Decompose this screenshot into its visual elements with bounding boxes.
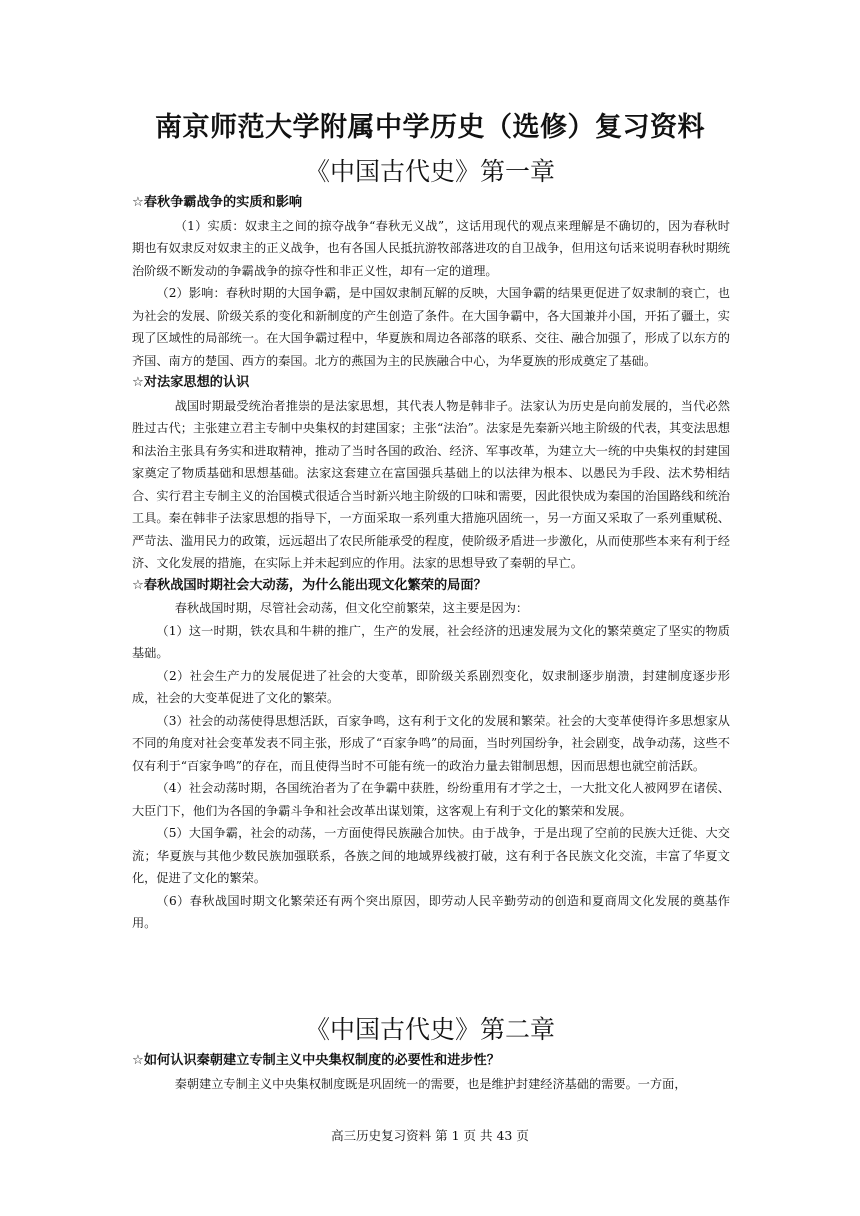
- paragraph: （2）影响：春秋时期的大国争霸，是中国奴隶制瓦解的反映，大国争霸的结果更促进了奴隶制的衰亡，也为社会的发展、阶级关系的变化和新制度的产生创造了条件。在大国争霸中，各大国兼并小国，开拓了疆土，实现了区域性的局部统一。在大国争霸过程中，华夏族和周边各部落的联系、交往、融合加强了，形成了以东方的齐国、南方的楚国、西方的秦国。北方的燕国为主的民族融合中心，为华夏族的形成奠定了基础。: [132, 286, 730, 368]
- document-title: 南京师范大学附属中学历史（选修）复习资料: [155, 112, 705, 143]
- paragraph: （1）这一时期，铁农具和牛耕的推广，生产的发展，社会经济的迅速发展为文化的繁荣奠定了坚实的物质基础。: [132, 623, 730, 660]
- chapter-1-content: [132, 192, 730, 935]
- paragraph: 秦朝建立专制主义中央集权制度既是巩固统一的需要，也是维护封建经济基础的需要。一方面，: [174, 1076, 687, 1091]
- paragraph: （3）社会的动荡使得思想活跃，百家争鸣，这有利于文化的发展和繁荣。社会的大变革使得许多思想家从不同的角度对社会变革发表不同主张，形成了“百家争鸣”的局面，当时列国纷争，社会剧变，战争动荡，这些不仅有利于“百家争鸣”的存在，而且使得当时不可能有统一的政治力量去钳制思想，因而思想也就空前活跃。: [132, 713, 730, 773]
- chapter-2-content: [132, 1050, 730, 1095]
- paragraph: （4）社会动荡时期，各国统治者为了在争霸中获胜，纷纷重用有才学之士，一大批文化人被网罗在诸侯、大臣门下，他们为各国的争霸斗争和社会改革出谋划策，这客观上有利于文化的繁荣和发展。: [132, 781, 730, 818]
- paragraph: （6）春秋战国时期文化繁荣还有两个突出原因，即劳动人民辛勤劳动的创造和夏商周文化发展的奠基作用。: [132, 893, 730, 930]
- page-footer: 高三历史复习资料 第 1 页 共 43 页: [331, 1128, 529, 1143]
- paragraph: （2）社会生产力的发展促进了社会的大变革，即阶级关系剧烈变化，奴隶制逐步崩溃，封建制度逐步形成，社会的大变革促进了文化的繁荣。: [132, 668, 730, 705]
- chapter-2-title: 《中国古代史》第二章: [304, 1015, 555, 1044]
- section-heading: ☆如何认识秦朝建立专制主义中央集权制度的必要性和进步性？: [132, 1053, 500, 1068]
- paragraph: （5）大国争霸，社会的动荡，一方面使得民族融合加快。由于战争，于是出现了空前的民族大迁徙、大交流；华夏族与其他少数民族加强联系，各族之间的地域界线被打破，这有利于各民族文化交流，丰富了华夏文化，促进了文化的繁荣。: [132, 826, 730, 885]
- section-heading: ☆对法家思想的认识: [132, 375, 250, 390]
- section-heading: ☆春秋战国时期社会大动荡，为什么能出现文化繁荣的局面？: [132, 577, 487, 593]
- paragraph: 春秋战国时期，尽管社会动荡，但文化空前繁荣，这主要是因为：: [174, 601, 529, 615]
- paragraph: 战国时期最受统治者推崇的是法家思想，其代表人物是韩非子。法家认为历史是向前发展的，当代必然胜过古代；主张建立君主专制中央集权的封建国家；主张“法治”。法家是先秦新兴地主阶级的代表，其变法思想和法治主张具有务实和进取精神，推动了当时各国的政治、经济、军事改革，为建立大一统的中央集权的封建国家奠定了物质基础和思想基础。法家这套建立在富国强兵基础上的以法律为根本、以愚民为手段、法术势相结合、实行君主专制主义的治国模式很适合当时新兴地主阶级的口味和需要，因此很快成为秦国的治国路线和统治工具。秦在韩非子法家思想的指导下，一方面采取一系列重大措施巩固统一，另一方面又采取了一系列重赋税、严苛法、滥用民力的政策，远远超出了农民所能承受的程度，使阶级矛盾进一步激化，从而使那些本来有利于经济、文化发展的措施，在实际上并未起到应的作用。法家的思想导致了秦朝的早亡。: [132, 398, 730, 570]
- chapter-1-title: 《中国古代史》第一章: [304, 157, 555, 186]
- section-heading: ☆春秋争霸战争的实质和影响: [132, 195, 303, 210]
- paragraph: （1）实质：奴隶主之间的掠夺战争“春秋无义战”，这话用现代的观点来理解是不确切的，因为春秋时期也有奴隶反对奴隶主的正义战争，也有各国人民抵抗游牧部落进攻的自卫战争，但用这句话来说明春秋时期统治阶级不断发动的争霸战争的掠夺性和非正义性，却有一定的道理。: [132, 218, 730, 278]
